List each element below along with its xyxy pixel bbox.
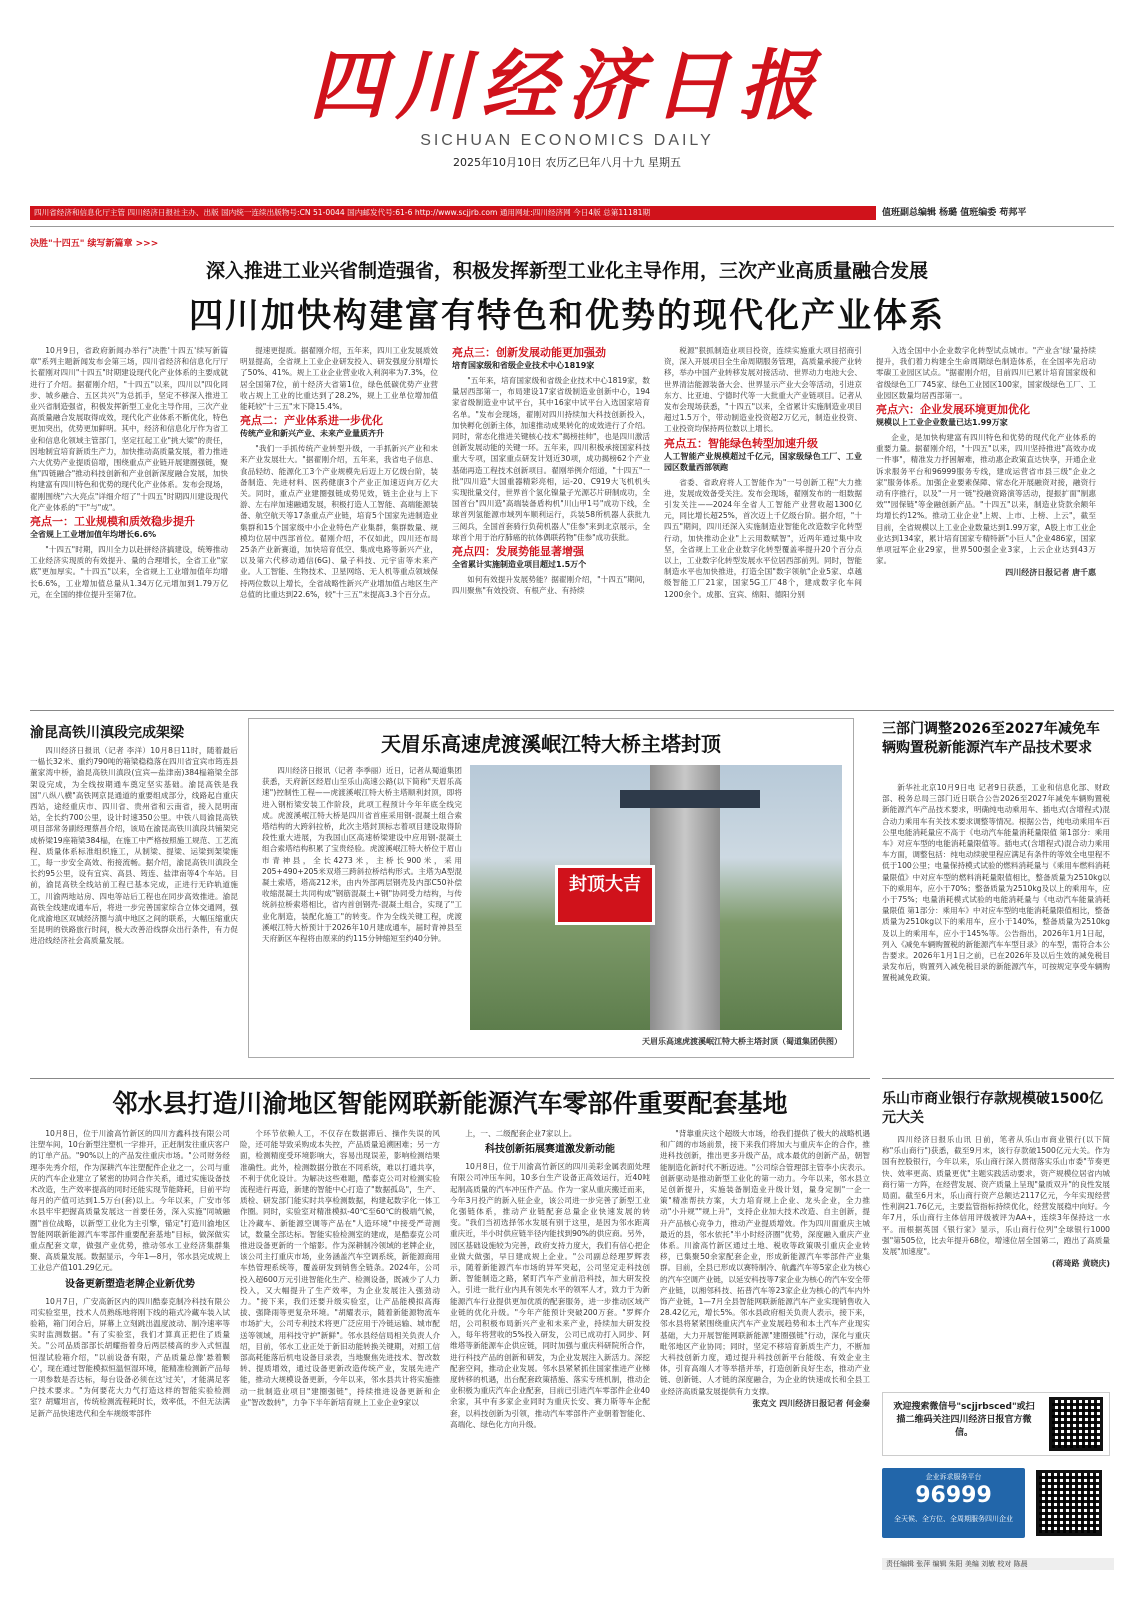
linshui-column-2 <box>240 1128 440 1568</box>
divider <box>882 1078 1114 1079</box>
highlight-3-sub: 培育国家级和省级企业技术中心1819家 <box>452 361 595 370</box>
linshui-text-4: 上，一、二级配套企业7家以上。 <box>465 1129 577 1138</box>
bridge-story <box>262 765 462 1030</box>
bridge-headline: 天眉乐高速虎渡溪岷江特大桥主塔封顶 <box>381 732 721 756</box>
wechat-promo <box>882 1392 1110 1456</box>
linshui-text-6: "背靠重庆这个超级大市场，给我们提供了极大的战略机遇和广阔的市场前景，接下来我们将加大与重庆车企的合作，推进科技创新，推出更多升级产品，成本最优的创新产品，朝智能制造化新时代不断迈进。"公司综合管理部主管李小庆表示。创新驱动是推动新型工业化的第一动力。今年以来，邻水县立足创新提升，实施装备制造业升级计划，量身定制"一企一策"精准帮扶方案，大力培育规上企业、龙头企业，全力推动"小升规""规上升"，支持企业加大技术改造、自主创新，提升产品核心竞争力，推动产业提质增效。作为四川面重庆主城最近的县，邻水依托"半小时经济圈"优势，深度融入重庆产业体系。川渝高竹新区通过土地、税收等政策吸引重庆企业转移，已集聚50余家配套企业，形成新能源汽车零部件产业集群。目前，全县已形成以赛特制冷、航鑫汽车等5家企业为核心的汽车空调产业链，以延安科技等7家企业为核心的汽车安全带产业链，以湘邻科技、拓普汽车等23家企业为核心的汽车内外饰产业链，1—7月全县智能网联新能源汽车产业实现销售收入28.42亿元，增长5%。邻水县政府相关负责人表示，接下来，邻水县将紧紧围绕重庆汽车产业发展趋势和本土汽车产业现实基础，大力开展智能网联新能源"建圈强链"行动，深化与重庆毗邻地区产业协同；同时，坚定不移培育新质生产力，不断加大科技创新力度，通过提升科技创新平台能级、有效企业主体，引育高端人才等举措并举，打造创新良好生态，推动产业链、创新链、人才链的深度融合，为企业的快速成长和全县工业经济高质量发展提供有力支撑。 <box>660 1129 870 1396</box>
highlight-1-sub: 全省规上工业增加值年均增长6.6% <box>30 530 157 540</box>
highlight-4-text: 如何有效提升发展势能？据翟刚介绍，"十四五"期间，四川聚焦"有效投资、有根产业、有持续 <box>452 575 650 596</box>
linshui-text-3: 个环节依赖人工，不仅存在数据滞后、操作失误的风险，还可能导致采购成本失控，产品质量追溯困难；另一方面，检测精度受环境影响大，容易出现误差，影响检测结果准确性。此外，检测数据分散在不同系统，难以打通共享，不利于优化设计。为解决这些难题，酷泰克公司对检测实验流程进行再造，新建的智能中心打造了"数据孤岛"，生产、质检、研发部门能实时共享检测数据，构建起数字化一体工作圈。同时，实验室对精准模拟-40℃至60℃的极端气候，让冷藏车、新能源空调等产品在"人造环境"中接受严苛测试，数量全部达标。智能实验检测室的建成，是酷泰克公司推进设备更新的一个缩影。作为深耕制冷领域的老牌企业，该公司主打重庆市场，业务涵盖汽车空调系统，新能源商用车热管理系统等，覆盖研发到销售全链条。2024年，公司投入超600万元引进智能化生产、检测设备，既减少了人力投入，又大幅提升了生产效率，为企业发展注入强劲动力。"接下来，我们还要升级实验室，让产品能模拟高海拔、强降雨等更复杂环境。"胡耀表示，随着新能源物流车市场扩大，公司专利技术将更广泛应用于冷链运输、城市配送等领域，用科技守护"新鲜"。邻水县经信局相关负责人介绍，目前，邻水工业正处于新旧动能转换关键期，对照工信部高耗能落后机电设备目录表，当地聚焦先进技术、智改数转、提质增效，通过设备更新改造传统产业，发展先进产能，推动大规模设备更新，今年以来，邻水县共计将实施推动一批制造业项目"建圈强链"，持续推进设备更新和企业"智改数转"，力争下半年新培育规上工业企业9家以 <box>240 1129 440 1407</box>
english-title: SICHUAN ECONOMICS DAILY <box>420 132 714 149</box>
lead-column-3 <box>452 345 650 705</box>
highlight-6-title: 亮点六：企业发展环境更加优化 <box>876 403 1030 417</box>
divider <box>30 710 1114 711</box>
linshui-column-4 <box>660 1128 870 1568</box>
linshui-text-2: 10月7日，广安高新区内的四川酷泰克制冷科技有限公司实验室里，技术人员熟练地将刚下线的箱式冷藏车装入试验箱，箱门闭合后，屏幕上立刻跳出温度波动、制冷速率等实时监测数据。"有了实验室，我们才算真正把住了质量关。"公司品质部部长胡耀指着身后两层楼高的步入式恒温恒湿试验箱介绍，"以前设备有限，产品质量总像'悬着颗心'，现在通过智能模拟恒温恒湿环境，能精准检测新产品每一项参数是否达标，每台设备必须在这'过关'，才能满足客户技术要求。"为何要花大力气打造这样的智能实验检测室？胡耀坦言，传统检测流程耗时长，效率低，不但无法满足新产品快速迭代和全车规级零部件 <box>30 1296 230 1418</box>
lead-col4-text: 税源"狠抓制造业项目投资，连续实施重大项目招商引资，深入开展项目全生命周期服务管理，高质量承接产业转移，举办中国产业转移发展对接活动、世界动力电池大会、世界清洁能源装备大会、世界显示产业大会等活动，引进京东方、比亚迪、宁德时代等一大批重大产业链项目。记者从发布会现场获悉，"十四五"以来，全省累计实施制造业项目超过1.5万个，带动制造业投资超2万亿元，制造业投资、工业投资均保持两位数以上增长。 <box>664 346 862 434</box>
linshui-column-1 <box>30 1128 230 1568</box>
highlight-2-sub: 传统产业和新兴产业、未来产业量质齐升 <box>240 429 384 439</box>
lead-col2-text: 提速更提质。据翟刚介绍，五年来，四川工业发展质效明显提高，全省规上工业企业研发投入、研发强度分别增长了50%、41%。规上工业企业营业收入利润率为7.3%，位居全国第7位，前十经济大省第1位，绿色低碳优势产业营收占规上工业的比重达到了28.2%，规上工业单位增加值能耗较"十三五"末下降15.4%。 <box>240 346 438 412</box>
highlight-5-sub: 人工智能产业规模超过千亿元，国家级绿色工厂、工业园区数量西部领跑 <box>664 451 862 472</box>
duty-editors: 值班副总编辑 杨璐 值班编委 苟邦平 <box>882 208 1027 218</box>
publication-info-bar: 四川省经济和信息化厅主管 四川经济日报社主办、出版 国内统一连续出版物号:CN 51-0044 国内邮发代号:61-6 http://www.scjjrb.com 通用网址:四川经济网 今日4版 总第11181期 <box>30 206 876 220</box>
hotline-sub: 全天候、全方位、全周期服务四川企业 <box>894 1515 1013 1523</box>
lead-byline: 四川经济日报记者 唐千惠 <box>1005 568 1096 578</box>
highlight-2-title: 亮点二：产业体系进一步优化 <box>240 414 383 428</box>
highlight-1-title: 亮点一：工业规模和质效稳步提升 <box>30 515 195 529</box>
hotline-number: 96999 <box>915 1483 992 1508</box>
hotline-label: 企业诉求服务平台 <box>925 1473 982 1481</box>
bridge-text: 四川经济日报讯（记者 李季丽）近日，记者从蜀道集团获悉，天府新区经眉山至乐山高速公路(以下简称"天眉乐高速")控制性工程——虎渡溪岷江特大桥主塔顺利封顶，即将进入钢桁梁安装工作阶段，此项工程预计今年年底全线完成。虎渡溪岷江特大桥是四川省首座采用钢-混凝土组合索塔结构的大跨斜拉桥，此次主塔封顶标志着项目建设取得阶段性重大进展，为我国山区高速桥梁建设中应用钢-混凝土组合索塔结构积累了宝贵经验。虎渡溪岷江特大桥位于眉山市青神县，全长4273米，主桥长900米，采用205+490+205米双塔三跨斜拉桥结构形式。主塔为A型混凝土索塔，塔高212米，由内外部两层钢壳及内部C50补偿收缩混凝土共同构成"钢筋混凝土+钢"协同受力结构，与传统斜拉桥索塔相比，省内首创钢壳-混凝土组合，实现了"工业化制造，装配化施工"的转变。作为全线关键工程，虎渡溪岷江特大桥预计于2026年10月建成通车，届时青神县至天府新区车程将由原来的约115分钟缩短至约40分钟。 <box>262 766 462 944</box>
hotline-qr-code[interactable] <box>1036 1470 1102 1536</box>
railway-headline: 渝昆高铁川滇段完成架梁 <box>30 725 184 741</box>
highlight-3-title: 亮点三：创新发展动能更加强劲 <box>452 346 606 359</box>
lead-intro: 10月9日，省政府新闻办举行"决胜'十四五'续写新篇章"系列主题新闻发布会第三场，四川省经济和信息化厅厅长翟刚对四川"十四五"时期建设现代化产业体系的主要成就进行了介绍。据翟刚介绍，"十四五"以来，四川以"四化同步、城乡融合、五区共兴"为总抓手，坚定不移深入推进工业兴省制造强省，积极发挥新型工业化主导作用，三次产业高质量融合发展取得成效，现代化产业体系不断优化，特色更加突出，优势更加鲜明。其中，经济和信息化厅作为省工业和信息化领域主管部门，坚定扛起工业"挑大梁"的责任，因地制宜培育新质生产力，加快推动高质量发展，着力推进六大优势产业提质倍增，围绕重点产业链开展建圈强链，聚焦"四链融合"推动科技创新和产业创新深度融合发展，加快构建富有四川特色和优势的现代化产业体系。发布会现场，翟刚围绕"六大亮点"详细介绍了"十四五"时期四川建设现代化产业体系的"干"与"成"。 <box>30 346 228 512</box>
wechat-qr-code[interactable] <box>1049 1397 1103 1451</box>
lead-column-4 <box>664 345 862 705</box>
section-kicker: 决胜"十四五" 续写新篇章 >>> <box>30 239 159 249</box>
lead-column-5 <box>876 345 1096 705</box>
linshui-column-3 <box>450 1128 650 1568</box>
hotline-promo <box>882 1468 1025 1538</box>
highlight-6-sub: 规模以上工业企业数量已达1.99万家 <box>876 418 1008 428</box>
highlight-2-text: "我们一手抓传统产业转型升级，一手抓新兴产业和未来产业发展壮大。"据翟刚介绍，五年来，我省电子信息、食品轻纺、能源化工3个产业规模先后迈上万亿级台阶，装备制造、先进材料、医药健康3个产业正加速迈向万亿大关。同时，重点产业建圈强链成势见效，链主企业与上下游、左右岸加速融通发展，积极打造人工智能、高端能源装备、航空航天等17条重点产业链，培育5个国家先进制造业集群和15个国家级中小企业特色产业集群，集群数量、规模均位居中西部首位。翟刚介绍，不仅如此，四川还布局25条产业新赛道，加快培育低空、集成电路等新兴产业，以及第六代移动通信(6G)、量子科技、元宇宙等未来产业。人工智能、生物技术、卫星网络、无人机等重点领域保持两位数以上增长，全省战略性新兴产业增加值占地区生产总值的比重达到22.6%，较"十三五"末提高3.3个百分点。 <box>240 444 438 599</box>
lead-headline: 四川加快构建富有特色和优势的现代化产业体系 <box>189 296 945 336</box>
linshui-subhead-2: 科技创新拓展赛道激发新动能 <box>485 1144 615 1156</box>
linshui-headline: 邻水县打造川渝地区智能网联新能源汽车零部件重要配套基地 <box>112 1089 788 1118</box>
linshui-byline: 张克文 四川经济日报记者 何金秦 <box>752 1398 870 1408</box>
wechat-text: 欢迎搜索微信号"scjjrbsced"或扫描二维码关注四川经济日报官方微信。 <box>893 1402 1035 1438</box>
highlight-5-title: 亮点五：智能绿色转型加速升级 <box>664 436 818 450</box>
tax-headline: 三部门调整2026至2027年减免车辆购置税新能源汽车产品技术要求 <box>882 721 1100 756</box>
bank-byline: (蒋琦路 黄晓庆) <box>1051 1259 1110 1269</box>
tax-story <box>882 782 1110 1074</box>
tax-text: 新华社北京10月9日电 记者9日获悉，工业和信息化部、财政部、税务总局三部门近日联合公告2026至2027年减免车辆购置税新能源汽车产品技术要求，明确纯电动乘用车、插电式(含增程式)混合动力乘用车有关技术要求调整等情况。根据公告，纯电动乘用车百公里电能消耗量应不高于《电动汽车能量消耗量限值 第1部分：乘用车》对应车型的电能消耗量限值等。插电式(含增程式)混合动力乘用车方面，调整包括：纯电动续驶里程应满足有条件的等效全电里程不低于100公里；电量保持模式试验的燃料消耗量与《乘用车燃料消耗量限值》中对应车型的燃料消耗量限值相比，整备质量为2510kg以下的乘用车，应小于70%；整备质量为2510kg及以上的乘用车，应小于75%；电量消耗模式试验的电能消耗量与《电动汽车能量消耗量限值 第1部分：乘用车》中对应车型的电能消耗量限值相比，整备质量为2510kg以下的乘用车，应小于140%，整备质量为2510kg及以上的乘用车，应小于145%等。公告指出，2026年1月1日起，列入《减免车辆购置税的新能源汽车车型目录》的车型，需符合本公告要求。2026年1月1日之前，已在2026年及以后生效的减免税目录发布后，购置列入减免税目录的新能源汽车，可按规定享受车辆购置税减免政策。 <box>882 783 1110 983</box>
highlight-6-text: 企业，是加快构建富有四川特色和优势的现代化产业体系的重要力量。据翟刚介绍，"十四五"以来，四川坚持推进"高效办成一件事"，精准发力抒困解难，推动惠企政策直达快享，开通企业诉求服务平台和96999服务专线，建成运营省市县三级"企业之家"服务体系。加强企业要素保障、常态化开展融资对接，融资行动有序推行，以及"一月一链"投融资路演等活动，提振扩面"制惠效""园保链"等金融创新产品。"十四五"以来，制造业贷款余额年均增长约12%。推动工业企业"上规、上市、上榜、上云"，截至目前，全省规模以上工业企业数量达到1.99万家，A股上市工业企业达到134家，累计培育国家专精特新"小巨人"企业486家，国家单项冠军企业29家，世界500强企业3家，上云企业达到43万家。 <box>876 433 1096 566</box>
railway-story <box>30 745 238 1055</box>
highlight-4-sub: 全省累计实施制造业项目超过1.5万个 <box>452 560 587 570</box>
bridge-photo-caption: 天眉乐高速虎渡溪岷江特大桥主塔封顶（蜀道集团供图） <box>642 1037 842 1046</box>
tower-graphic <box>650 765 720 1030</box>
highlight-5-text: 省委、省政府将人工智能作为"一号创新工程"大力推进，发展成效备受关注。发布会现场，翟刚发布的一组数据引发关注——2024年全省人工智能产业营收超1300亿元，同比增长超25%，首次迈上千亿级台阶。据介绍，"十四五"期间，四川还深入实施制造业智能化改造数字化转型行动，加快推动企业"上云用数赋智"，近两年通过集中攻坚，全省规上工业企业数字化转型覆盖率提升20个百分点以上，工业数字化转型发展水平位居西部前列。同时，智能制造水平也加快推进，打造全国"数字领航"企业5家、卓越级智能工厂21家，国家5G工厂48个，建成数字化车间1200余个。成都、宜宾、绵阳、德阳分别 <box>664 477 862 599</box>
newspaper-logo: 四川经济日报 <box>309 41 825 130</box>
bank-headline: 乐山市商业银行存款规模破1500亿元大关 <box>882 1091 1103 1126</box>
lead-column-1 <box>30 345 228 705</box>
bank-story <box>882 1134 1110 1384</box>
highlight-3-text: "五年来，培育国家级和省级企业技术中心1819家，数量居西部第一，布局建设17家省级制造业创新中心，194家省级制造业中试平台，其中16家中试平台入选国家培育名单。"发布会现场，翟刚对四川持续加大科技创新投入，加快孵化创新主体，加速推动成果转化的成效进行了介绍。同时，常态化推进关键核心技术"揭榜挂帅"，也是四川激活创新发展动能的关键一环。五年来，四川积极承接国家科技重大专项，国家重点研发计划近30项，成功揭榜62个产业基础再造工程技术创新项目。翟刚举例介绍道，"十四五"一批"四川造"大国重器精彩亮相，运-20、C919大飞机机头实现批量交付，世界首个氢化镍量子光源芯片研制成功，全国首台"四川造"高端装备盾构机"川山甲1号"成功下线，全球首列氢能源市域列车顺利运行，兵装58所机器人获批九三阅兵，全国首套骑行负荷机器人"佳参"来到北京展示，全球首个用于治疗肺癌的抗体偶联药物"佳参"成功获批。 <box>452 376 650 542</box>
linshui-text-5: 10月8日，位于川渝高竹新区的四川美彩金属表面处理有限公司冲压车间，10多台生产设备正高效运行，近40吨起制高质量的汽车冲压件产品。作为一家从重庆搬迁而来，今年3月投产的新入驻企业，该公司进一步完善了新型工业化强链体系，推动产业链配套总量企业快速发展的转变。"我们当初选择邻水发展有别于这里，是因为邻水距离重庆近，半小时供应链半径内能找到90%的供应商。另外，园区基础设施较为完善，政府支持力度大，我们有信心把企业做大做强，早日建成规上企业。"公司副总经理罗辉表示，随着新能源汽车市场的异军突起，公司坚定走科技创新、智能制造之路，紧盯汽车产业前沿科技，加大研发投入，引进一批行业内具有领先水平的领军人才，致力于为新能源汽车行业提供更加优质的配套服务，进一步推动区域产业链的优化升级。"今年产能预计突破200万套。"罗辉介绍，公司积极布局新兴产业和未来产业，持续加大研发投入，每年将营收的5%投入研发，公司已成功打入同步、阿维塔等新能源车企供应链，同时加强与重庆科研院所合作，进行科技产品的创新和研发，为企业发展注入新活力。深挖配套空间，推动企业发展。邻水县紧紧抓住国家推进产业梯度转移的机遇，出台配套政策措施、落实专班机制，推动企业积极为重庆汽车企业配套，目前已引进汽车零部件企业40余家，其中有多家企业同时为重庆长安、赛力斯等车企配套，以科技创新为引领，推动汽车零部件产业朝着智能化、高端化、绿色化方向升级。 <box>450 1162 650 1429</box>
bridge-photo <box>470 765 842 1030</box>
lead-subhead: 深入推进工业兴省制造强省，积极发挥新型工业化主导作用，三次产业高质量融合发展 <box>205 260 928 282</box>
date-line: 2025年10月10日 农历乙巳年八月十九 星期五 <box>453 156 681 169</box>
lead-column-2 <box>240 345 438 705</box>
linshui-subhead-1: 设备更新塑造老牌企业新优势 <box>65 1278 195 1290</box>
highlight-4-title: 亮点四：发展势能显著增强 <box>452 545 584 559</box>
divider <box>30 1078 870 1079</box>
bank-text: 四川经济日报乐山讯 日前，笔者从乐山市商业银行(以下简称"乐山商行")获悉，截至9月末，该行存款破1500亿元大关。作为国有控股银行，今年以来，乐山商行深入贯彻落实乐山市委"节奏更快、效率更高、质量更优"主题实践活动要求，资产规模位居省内城商行第一方阵，在经营发展、资产质量上呈现"量质双升"的良性发展局面。截至6月末，乐山商行资产总额达2117亿元，今年实现经营性利润21.76亿元，主要监管指标持续优化，经营发展稳中向好。今年7月，乐山商行主体信用评级被评为AA+，连续3年保持这一水平。而根据英国《银行家》显示，乐山商行位列"全球银行1000强"第505位，比去年提升68位，增速位居全国第二，跑出了高质量发展"加速度"。 <box>882 1135 1110 1257</box>
lead-col5-text: 入选全国中小企业数字化转型试点城市。"产业含'绿'量持续提升，我们着力构建全生命周期绿色制造体系，在全国率先启动零碳工业园区试点。"据翟刚介绍，目前四川已累计培育国家级和省级绿色工厂745家、绿色工业园区100家，国家级绿色工厂、工业园区数量均居西部第一。 <box>876 346 1096 400</box>
railway-text: 四川经济日报讯（记者 李洋）10月8日11时，随着最后一榀长32米、重约790吨的箱梁稳稳落在四川省宜宾市筠连县董家湾中桥，渝昆高铁川滇段(宜宾—盐津南)384榀箱梁全部架设完成，为全线按期通车奠定坚实基础。渝昆高铁是我国"八纵八横"高铁网京昆通道的重要组成部分，线路起自重庆西站，途经重庆市、四川省、贵州省和云南省，接入昆明南站，全长约700公里，设计时速350公里。中铁八局渝昆高铁项目部常务副经理蔡昌介绍，该局在渝昆高铁川滇段共铺架完成桥梁19座箱梁384榀，在施工中严格按照施工规范、工艺流程、质量体系标准组织施工，从制梁、提梁、运梁到架梁施工，每一步安全高效、衔接流畅。据介绍，渝昆高铁川滇段全长约95公里，设有宜宾、高县、筠连、盐津南等4个车站。目前，渝昆高铁全线站前工程已基本完成，正进行无砟轨道施工，川渝两地站房、四电等站后工程也在同步高效推进。渝昆高铁全线建成通车后，将进一步完善国家综合立体交通网，强化成渝地区双城经济圈与滇中地区之间的联系，大幅压缩重庆至昆明的铁路旅行时间，极大改善沿线群众出行条件，有力促进沿线经济社会高质量发展。 <box>30 746 238 946</box>
highlight-1-text: "十四五"时期，四川全力以赴拼经济搞建设，统筹推动工业经济实现质的有效提升、量的合理增长，全省工业"家底"更加厚实。"十四五"以来，全省规上工业增加值年均增长6.6%，工业增加值总量从1.34万亿元增加到1.79万亿元，在全国的排位提升至第7位。 <box>30 545 228 599</box>
linshui-text-1: 10月8日，位于川渝高竹新区的四川方鑫科技有限公司注塑车间，10台新型注塑机一字排开，正赶制发往重庆客户的订单产品。"90%以上的产品发往重庆市场。"公司财务经理李先秀介绍，作为深耕汽车注塑配件企业之一，公司与重庆的汽车企业建立了紧密的协同合作关系，通过实施设备技术改造，生产效率提高的同时还能实现节能降耗，目前平均每月的产值可达到1.5万台(套)以上。今年以来，广安市邻水县牢牢把握高质量发展这一首要任务，深入实施"同城融圈"首位战略，以新型工业化为主引擎，锚定"打造川渝地区智能网联新能源汽车零部件重要配套基地"目标，做深做实重点配套文章，做强产业优势，推动邻水工业经济集群集聚、高质量发展。数据显示，今年1—8月，邻水县完成规上工业总产值101.29亿元。 <box>30 1129 230 1273</box>
photo-banner: 封顶大吉 <box>555 865 655 925</box>
divider <box>30 226 1114 227</box>
masthead <box>0 40 1134 170</box>
footer-credits: 责任编辑 张萍 编辑 朱阳 美编 刘敏 校对 陈晨 <box>882 1558 1114 1570</box>
